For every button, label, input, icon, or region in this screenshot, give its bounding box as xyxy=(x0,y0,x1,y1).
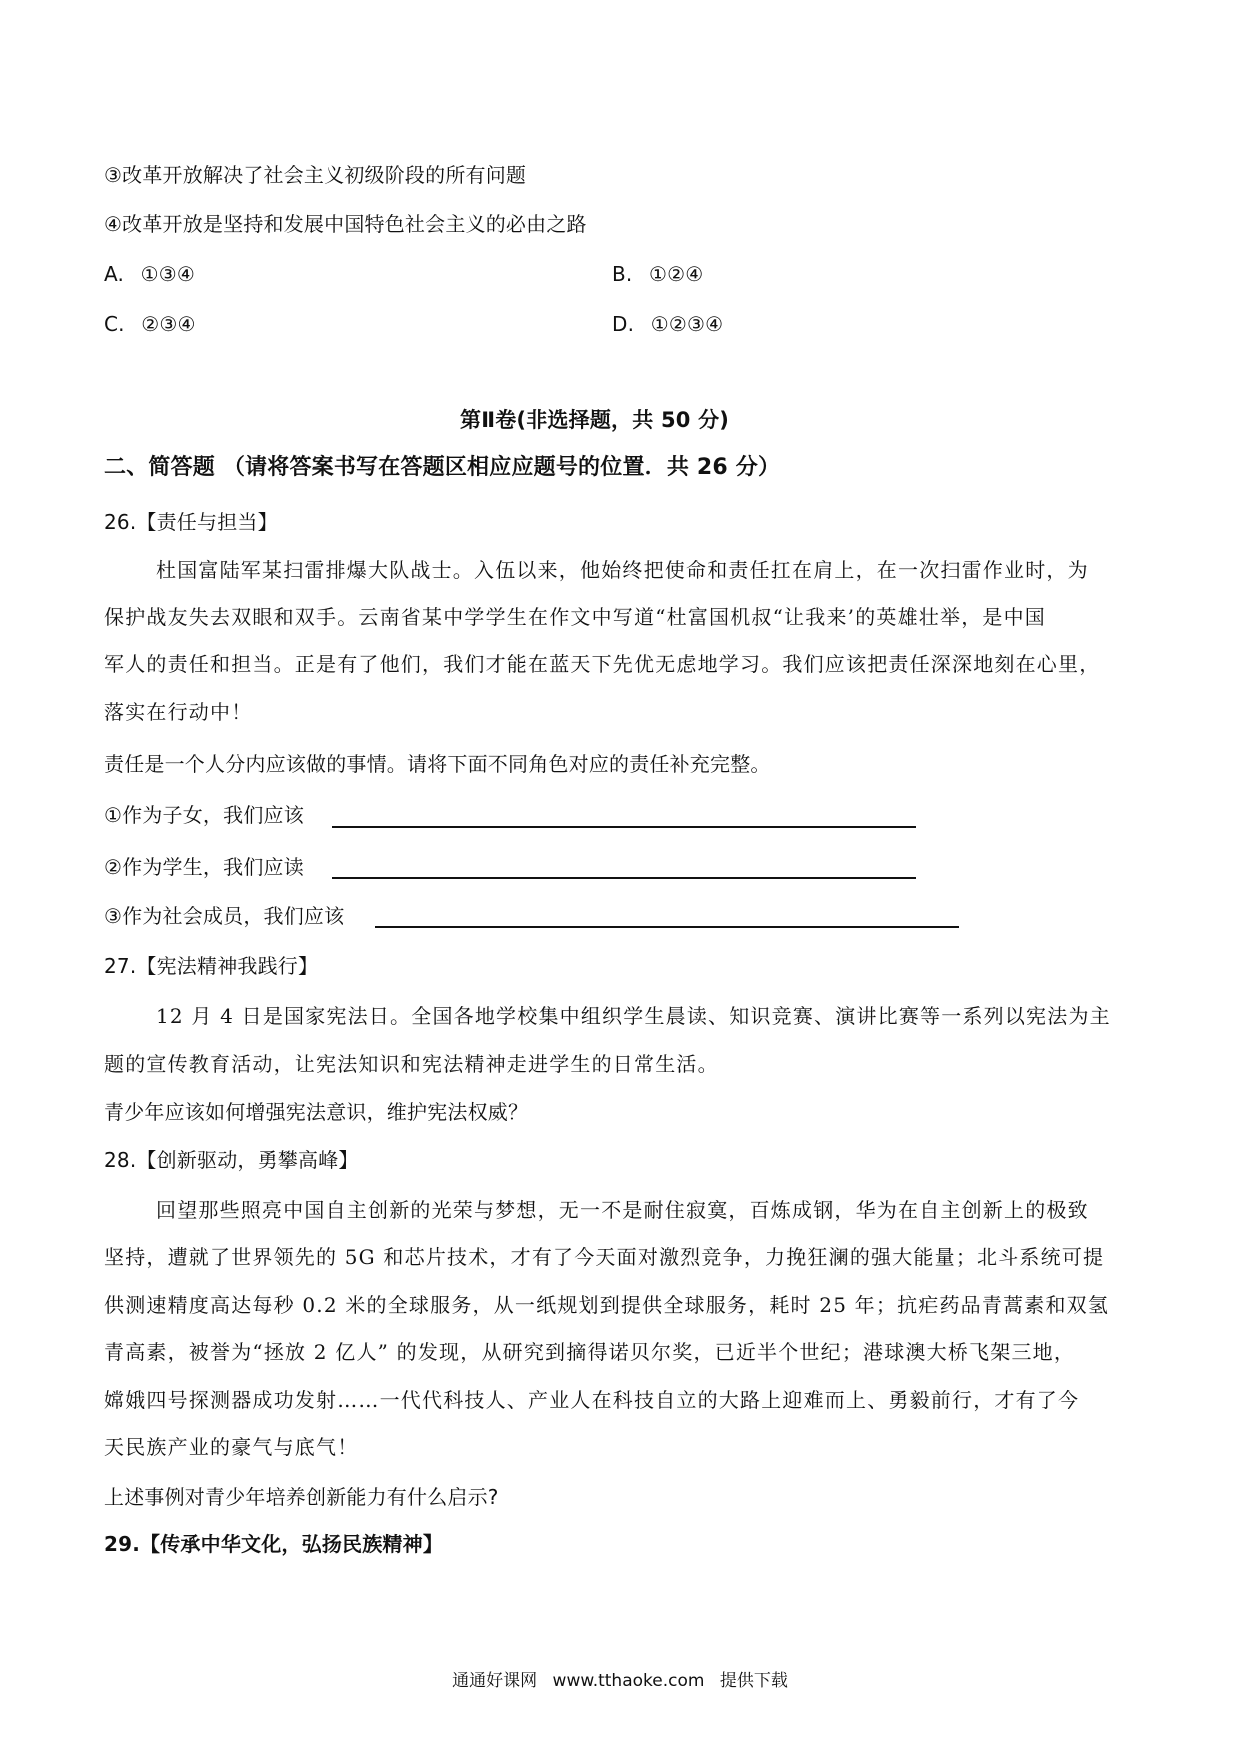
option-label: A. xyxy=(104,262,125,286)
q26-blank-label: ①作为子女，我们应该 xyxy=(104,803,304,827)
option-label: C. xyxy=(104,312,125,336)
q28-passage-line: 坚持，遭就了世界领先的 5G 和芯片技术，才有了今天面对激烈竞争，力挽狂澜的强大能量；北斗系统可提 xyxy=(104,1245,1105,1269)
q26-passage-line: 杜国富陆军某扫雷排爆大队战士。入伍以来，他始终把使命和责任扛在肩上，在一次扫雷作业时，为 xyxy=(156,558,1089,582)
q28-question: 上述事例对青少年培养创新能力有什么启示? xyxy=(104,1485,499,1509)
q26-passage-line: 保护战友失去双眼和双手。云南省某中学学生在作文中写道“杜富国机叔“让我来’的英雄壮举，是中国 xyxy=(104,605,1047,629)
footer-site: 通通好课网 xyxy=(452,1671,538,1691)
q27-passage-line: 题的宣传教育活动，让宪法知识和宪法精神走进学生的日常生活。 xyxy=(104,1052,719,1076)
question-28-title: 28.【创新驱动，勇攀高峰】 xyxy=(104,1148,359,1172)
option-label: B. xyxy=(612,262,633,286)
q26-blank-label: ③作为社会成员，我们应该 xyxy=(104,904,345,928)
option-value: ①②③④ xyxy=(650,312,724,336)
option-d xyxy=(612,312,723,336)
statement-3: ③改革开放解决了社会主义初级阶段的所有问题 xyxy=(104,163,527,187)
q26-blank-label: ②作为学生，我们应读 xyxy=(104,855,304,879)
option-value: ①②④ xyxy=(649,262,704,286)
question-29-title: 29.【传承中华文化，弘扬民族精神】 xyxy=(104,1532,444,1556)
q28-passage-line: 天民族产业的豪气与底气！ xyxy=(104,1435,359,1459)
answer-blank-line[interactable] xyxy=(332,826,916,828)
option-c xyxy=(104,312,196,336)
q28-passage-line: 青高素，被誉为“拯放 2 亿人” 的发现，从研究到摘得诺贝尔奖，已近半个世纪；港球澳大桥飞架三地， xyxy=(104,1340,1076,1364)
q26-prompt: 责任是一个人分内应该做的事情。请将下面不同角色对应的责任补充完整。 xyxy=(104,752,771,776)
question-27-title: 27.【宪法精神我践行】 xyxy=(104,954,319,978)
option-label: D. xyxy=(612,312,635,336)
section-heading: 二、简答题 （请将答案书写在答题区相应应题号的位置．共 26 分） xyxy=(104,455,781,480)
answer-blank-line[interactable] xyxy=(375,926,959,928)
option-value: ②③④ xyxy=(141,312,196,336)
q28-passage-line: 回望那些照亮中国自主创新的光荣与梦想，无一不是耐住寂寞，百炼成钢，华为在自主创新上的极致 xyxy=(156,1198,1089,1222)
q27-question: 青少年应该如何增强宪法意识，维护宪法权威？ xyxy=(104,1100,529,1124)
q28-passage-line: 嫦娥四号探测器成功发射……一代代科技人、产业人在科技自立的大路上迎难而上、勇毅前行，才有了今 xyxy=(104,1388,1080,1412)
question-26-title: 26.【责任与担当】 xyxy=(104,510,278,534)
volume-title: 第Ⅱ卷(非选择题，共 50 分) xyxy=(460,408,730,432)
option-a xyxy=(104,262,195,286)
q27-passage-line: 12 月 4 日是国家宪法日。全国各地学校集中组织学生晨读、知识竞赛、演讲比赛等一系列以宪法为主 xyxy=(156,1004,1111,1028)
page-footer xyxy=(0,1670,1240,1692)
q26-passage-line: 落实在行动中！ xyxy=(104,700,253,724)
q28-passage-line: 供测速精度高达每秒 0.2 米的全球服务，从一纸规划到提供全球服务，耗时 25 年；抗疟药品青蒿素和双氢 xyxy=(104,1293,1110,1317)
footer-url[interactable]: www.tthaoke.com xyxy=(552,1671,705,1691)
option-b xyxy=(612,262,703,286)
answer-blank-line[interactable] xyxy=(332,877,916,879)
q26-passage-line: 军人的责任和担当。正是有了他们，我们才能在蓝天下先优无虑地学习。我们应该把责任深深地刻在心里， xyxy=(104,652,1101,676)
statement-4: ④改革开放是坚持和发展中国特色社会主义的必由之路 xyxy=(104,212,587,236)
footer-note: 提供下载 xyxy=(719,1671,788,1691)
option-value: ①③④ xyxy=(140,262,196,286)
